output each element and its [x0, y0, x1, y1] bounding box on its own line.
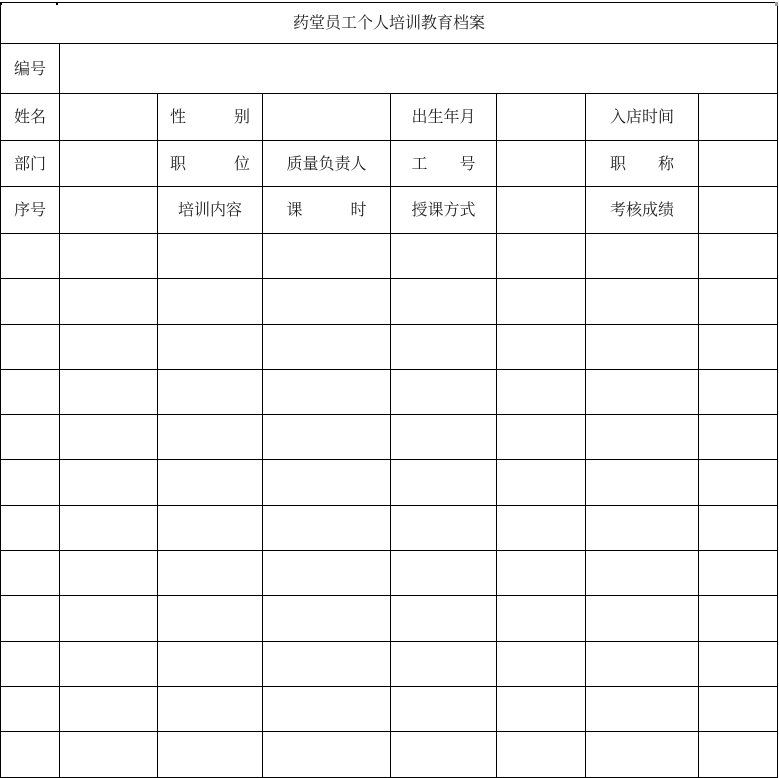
zhiwei-label: 职 位: [158, 141, 263, 187]
body-cell[interactable]: [497, 415, 586, 460]
table-row: [1, 234, 778, 279]
body-cell[interactable]: [60, 415, 158, 460]
body-cell[interactable]: [263, 732, 391, 777]
body-cell[interactable]: [263, 505, 391, 550]
body-cell[interactable]: [263, 641, 391, 686]
body-cell[interactable]: [1, 460, 60, 505]
bianhao-value-cell[interactable]: [60, 44, 778, 94]
table-row: [1, 324, 778, 369]
body-cell[interactable]: [391, 505, 497, 550]
xingbie-label: 性 别: [158, 94, 263, 141]
body-cell[interactable]: [699, 324, 778, 369]
body-cell[interactable]: [391, 279, 497, 324]
body-cell[interactable]: [586, 369, 699, 414]
body-cell[interactable]: [391, 415, 497, 460]
body-cell[interactable]: [391, 641, 497, 686]
table-row: [1, 279, 778, 324]
training-entries-body: [1, 234, 778, 778]
body-cell[interactable]: [158, 415, 263, 460]
body-cell[interactable]: [391, 686, 497, 731]
body-cell[interactable]: [263, 596, 391, 641]
body-cell[interactable]: [158, 732, 263, 777]
department-row: [1, 141, 778, 187]
body-cell[interactable]: [1, 641, 60, 686]
body-cell[interactable]: [60, 686, 158, 731]
body-cell[interactable]: [60, 234, 158, 279]
body-cell[interactable]: [1, 234, 60, 279]
body-cell[interactable]: [586, 279, 699, 324]
body-cell[interactable]: [497, 460, 586, 505]
shouke-header-blank-cell: [497, 187, 586, 234]
kaohe-header-blank-cell: [699, 187, 778, 234]
body-cell[interactable]: [263, 369, 391, 414]
xingming-label: 姓名: [1, 94, 60, 141]
body-cell[interactable]: [586, 686, 699, 731]
body-cell[interactable]: [263, 279, 391, 324]
body-cell[interactable]: [497, 505, 586, 550]
body-cell[interactable]: [699, 596, 778, 641]
body-cell[interactable]: [158, 460, 263, 505]
body-cell[interactable]: [60, 505, 158, 550]
body-cell[interactable]: [391, 596, 497, 641]
body-cell[interactable]: [60, 369, 158, 414]
zhicheng-value-cell[interactable]: [699, 141, 778, 187]
body-cell[interactable]: [391, 460, 497, 505]
body-cell[interactable]: [391, 551, 497, 596]
body-cell[interactable]: [497, 686, 586, 731]
xuhao-header-blank-cell: [60, 187, 158, 234]
body-cell[interactable]: [391, 732, 497, 777]
body-cell[interactable]: [586, 551, 699, 596]
table-row: [1, 369, 778, 414]
body-cell[interactable]: [263, 234, 391, 279]
body-cell[interactable]: [586, 415, 699, 460]
body-cell[interactable]: [497, 732, 586, 777]
body-cell[interactable]: [1, 686, 60, 731]
body-cell[interactable]: [158, 324, 263, 369]
table-row: [1, 732, 778, 777]
table-row: [1, 505, 778, 550]
rudian-label: 入店时间: [586, 94, 699, 141]
body-cell[interactable]: [699, 641, 778, 686]
serial-number-row: [1, 44, 778, 94]
kaohe-header-label: 考核成绩: [586, 187, 699, 234]
body-cell[interactable]: [1, 596, 60, 641]
body-cell[interactable]: [263, 686, 391, 731]
body-cell[interactable]: [158, 551, 263, 596]
form-title: 药堂员工个人培训教育档案: [1, 3, 778, 44]
body-cell[interactable]: [586, 596, 699, 641]
body-cell[interactable]: [497, 279, 586, 324]
chusheng-value-cell[interactable]: [497, 94, 586, 141]
body-cell[interactable]: [699, 732, 778, 777]
body-cell[interactable]: [1, 415, 60, 460]
body-cell[interactable]: [60, 596, 158, 641]
crop-border-remnant-mid: [56, 2, 58, 5]
name-row: [1, 94, 778, 141]
zhicheng-label: 职 称: [586, 141, 699, 187]
column-header-row: [1, 187, 778, 234]
table-row: [1, 686, 778, 731]
body-cell[interactable]: [263, 415, 391, 460]
crop-border-remnant-left: [0, 2, 2, 5]
body-cell[interactable]: [497, 369, 586, 414]
body-cell[interactable]: [1, 324, 60, 369]
body-cell[interactable]: [263, 324, 391, 369]
bianhao-label: 编号: [1, 44, 60, 94]
peixun-header-label: 培训内容: [158, 187, 263, 234]
table-row: [1, 641, 778, 686]
body-cell[interactable]: [158, 279, 263, 324]
xingbie-value-cell[interactable]: [263, 94, 391, 141]
xingming-value-cell[interactable]: [60, 94, 158, 141]
table-row: [1, 551, 778, 596]
body-cell[interactable]: [60, 732, 158, 777]
body-cell[interactable]: [1, 505, 60, 550]
bumen-label: 部门: [1, 141, 60, 187]
body-cell[interactable]: [1, 369, 60, 414]
body-cell[interactable]: [699, 460, 778, 505]
bumen-value-cell[interactable]: [60, 141, 158, 187]
title-row: [1, 3, 778, 44]
body-cell[interactable]: [158, 641, 263, 686]
body-cell[interactable]: [1, 551, 60, 596]
body-cell[interactable]: [497, 551, 586, 596]
body-cell[interactable]: [699, 279, 778, 324]
body-cell[interactable]: [699, 505, 778, 550]
body-cell[interactable]: [263, 460, 391, 505]
body-cell[interactable]: [263, 551, 391, 596]
gonghao-label: 工 号: [391, 141, 497, 187]
body-cell[interactable]: [60, 279, 158, 324]
body-cell[interactable]: [60, 551, 158, 596]
body-cell[interactable]: [586, 505, 699, 550]
body-cell[interactable]: [391, 234, 497, 279]
shouke-header-label: 授课方式: [391, 187, 497, 234]
body-cell[interactable]: [497, 641, 586, 686]
body-cell[interactable]: [497, 234, 586, 279]
body-cell[interactable]: [158, 596, 263, 641]
keshi-header-label: 课 时: [263, 187, 391, 234]
table-row: [1, 415, 778, 460]
body-cell[interactable]: [60, 460, 158, 505]
body-cell[interactable]: [586, 732, 699, 777]
body-cell[interactable]: [699, 369, 778, 414]
body-cell[interactable]: [60, 641, 158, 686]
body-cell[interactable]: [391, 324, 497, 369]
body-cell[interactable]: [586, 641, 699, 686]
body-cell[interactable]: [158, 686, 263, 731]
body-cell[interactable]: [158, 234, 263, 279]
chusheng-label: 出生年月: [391, 94, 497, 141]
gonghao-value-cell[interactable]: [497, 141, 586, 187]
body-cell[interactable]: [586, 324, 699, 369]
crop-border-remnant-right: [775, 2, 778, 6]
xuhao-header-label: 序号: [1, 187, 60, 234]
body-cell[interactable]: [158, 505, 263, 550]
body-cell[interactable]: [699, 415, 778, 460]
table-row: [1, 460, 778, 505]
body-cell[interactable]: [586, 460, 699, 505]
body-cell[interactable]: [699, 686, 778, 731]
body-cell[interactable]: [699, 551, 778, 596]
body-cell[interactable]: [497, 596, 586, 641]
body-cell[interactable]: [391, 369, 497, 414]
body-cell[interactable]: [586, 234, 699, 279]
rudian-value-cell[interactable]: [699, 94, 778, 141]
body-cell[interactable]: [1, 279, 60, 324]
body-cell[interactable]: [158, 369, 263, 414]
body-cell[interactable]: [497, 324, 586, 369]
body-cell[interactable]: [699, 234, 778, 279]
body-cell[interactable]: [1, 732, 60, 777]
table-row: [1, 596, 778, 641]
body-cell[interactable]: [60, 324, 158, 369]
training-record-form: [0, 2, 778, 778]
zhiwei-value-cell[interactable]: 质量负责人: [263, 141, 391, 187]
